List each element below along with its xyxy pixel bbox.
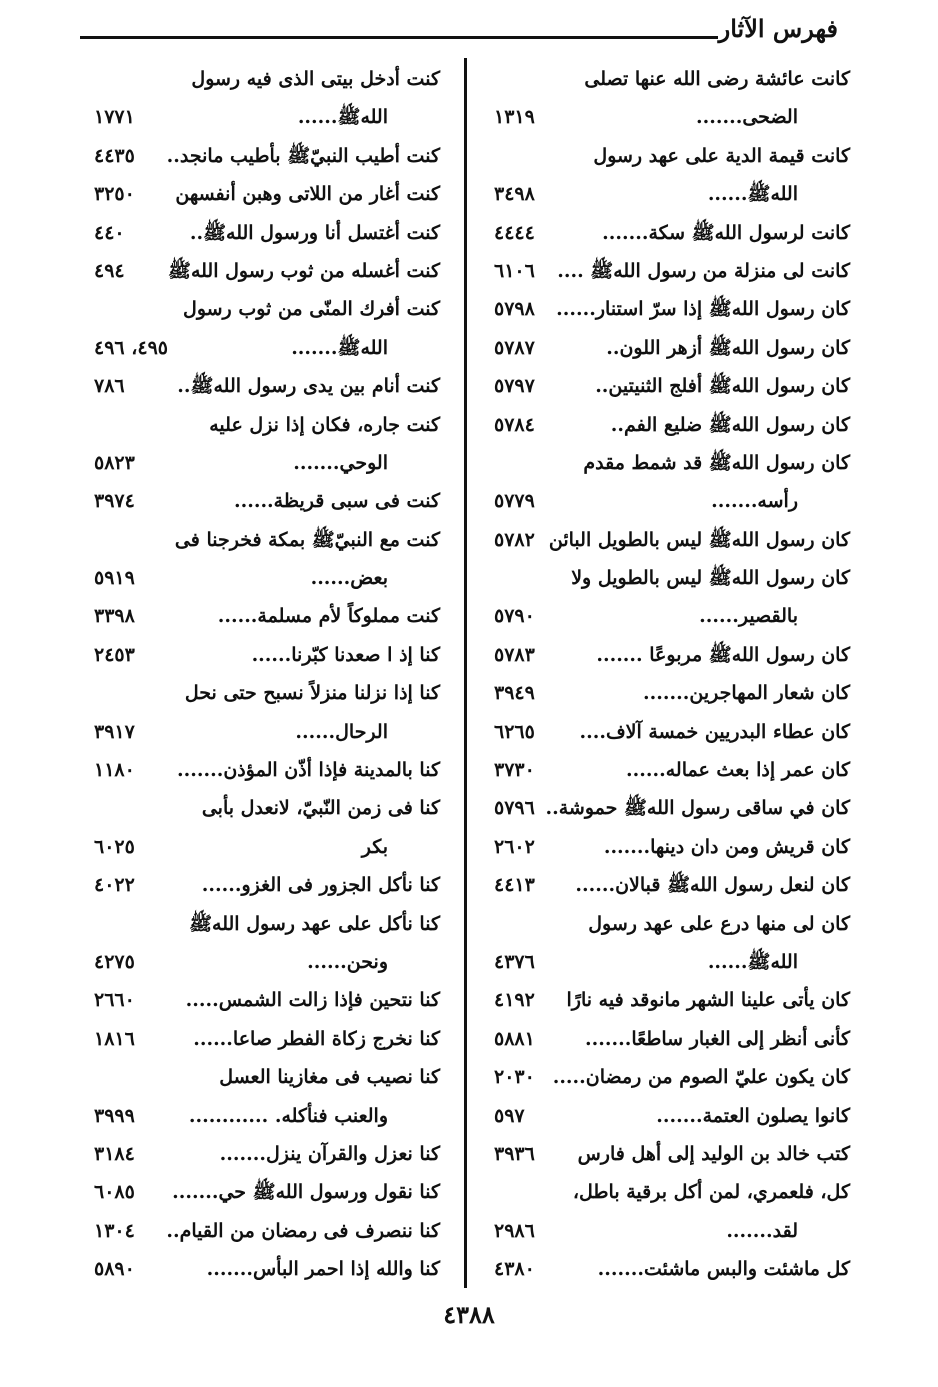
index-entry <box>88 1097 440 1135</box>
index-entry <box>488 1058 850 1096</box>
index-entry <box>488 98 850 136</box>
index-entry <box>88 175 440 213</box>
entry-number: ٥٩١٩ <box>94 567 135 590</box>
entry-text: كان رسول اللهﷺ إذا سرّ استنار...... <box>556 298 850 321</box>
entry-number: ٥٧٨٧ <box>494 336 535 359</box>
index-entry <box>88 905 440 943</box>
entry-number: ٣٩٧٤ <box>94 490 135 513</box>
index-entry <box>88 367 440 405</box>
entry-text: كانت عائشة رضى الله عنها تصلى <box>584 68 850 90</box>
entry-text: كان رسول اللهﷺ ضليع الفم.. <box>610 413 850 436</box>
entry-number: ٢٦٦٠ <box>94 989 135 1012</box>
entry-number: ١٣٠٤ <box>94 1219 135 1242</box>
entry-number: ٥٧٩٧ <box>494 375 535 398</box>
entry-text: كنت أغتسل أنا ورسول اللهﷺ.. <box>189 221 440 244</box>
index-entry <box>88 1058 440 1096</box>
entry-text: الوحي....... <box>293 451 388 474</box>
entry-number: ٤٤٤٤ <box>494 221 535 244</box>
entry-text: كنا نعزل والقرآن ينزل....... <box>219 1142 440 1165</box>
entry-text: كان عطاء البدريين خمسة آلاف.... <box>579 720 850 743</box>
entry-text: كان رسول اللهﷺ أفلج الثنيتين.. <box>595 375 850 398</box>
entry-text: كنا بالمدينة فإذا أذّن المؤذن....... <box>177 759 440 782</box>
entry-number: ٤٩٥، ٤٩٦ <box>94 336 168 359</box>
entry-number: ١٣١٩ <box>494 106 535 129</box>
index-entry <box>488 482 850 520</box>
index-entry <box>488 329 850 367</box>
entry-number: ٦١٠٦ <box>494 259 535 282</box>
entry-number: ٤٢٧٥ <box>94 950 135 973</box>
index-entry <box>88 329 440 367</box>
entry-text: بكر <box>361 835 388 858</box>
index-entry <box>488 828 850 866</box>
entry-number: ٥٧٨٢ <box>494 528 535 551</box>
index-entry <box>488 60 850 98</box>
index-entry <box>88 636 440 674</box>
index-entry <box>488 252 850 290</box>
entry-text: كان رسول اللهﷺ مربوعًا ....... <box>596 643 850 666</box>
entry-text: الضحى....... <box>696 106 798 129</box>
entry-text: كان عمر إذا بعث عماله...... <box>626 759 850 782</box>
entry-number: ٤٤١٣ <box>494 874 535 897</box>
entry-number: ٥٨٨١ <box>494 1027 535 1050</box>
index-entry <box>88 290 440 328</box>
index-entry <box>488 406 850 444</box>
entry-text: كان يكون عليّ الصوم من رمضان..... <box>552 1066 850 1089</box>
entry-text: اللهﷺ...... <box>707 183 798 206</box>
entry-text: كانت لرسول اللهﷺ سكة....... <box>602 221 850 244</box>
entry-number: ٣٣٩٨ <box>94 605 135 628</box>
entry-number: ٤٤٠ <box>94 221 125 244</box>
entry-number: ٤٩٤ <box>94 259 125 282</box>
header-rule <box>80 36 718 39</box>
entry-number: ٣٩٤٩ <box>494 682 535 705</box>
entry-number: ٢٩٨٦ <box>494 1219 535 1242</box>
entry-text: كان لى منها درع على عهد رسول <box>588 912 850 935</box>
entry-text: كانت قيمة الدية على عهد رسول <box>593 144 850 167</box>
entry-number: ٣١٨٤ <box>94 1142 135 1165</box>
index-entry <box>488 1250 850 1288</box>
index-entry <box>88 828 440 866</box>
index-entry <box>88 1212 440 1250</box>
entry-text: ونحن...... <box>307 950 388 973</box>
index-entry <box>88 674 440 712</box>
index-entry <box>88 751 440 789</box>
entry-text: كنا نخرج زكاة الفطر صاعا...... <box>193 1027 440 1050</box>
index-entry <box>88 521 440 559</box>
entry-number: ٥٧٩٠ <box>494 605 535 628</box>
entry-number: ٧٨٦ <box>94 375 125 398</box>
index-entry <box>488 1212 850 1250</box>
entry-text: كل ماشئت والبس ماشئت....... <box>597 1258 850 1281</box>
page-header <box>80 10 838 50</box>
entry-text: كنت مملوكاً لأم مسلمة...... <box>217 605 440 628</box>
index-entry <box>488 367 850 405</box>
index-entry <box>488 751 850 789</box>
entry-text: كنت أنام بين يدى رسول اللهﷺ.. <box>177 375 440 398</box>
entry-text: كان رسول اللهﷺ قد شمط مقدم <box>583 451 850 474</box>
entry-number: ٤٣٧٦ <box>494 950 535 973</box>
index-column-right <box>488 60 850 1290</box>
index-entry <box>488 597 850 635</box>
index-entry <box>88 866 440 904</box>
index-entry <box>88 789 440 827</box>
index-entry <box>488 713 850 751</box>
entry-text: كنت مع النبيّﷺ بمكة فخرجنا فى <box>174 528 440 551</box>
entry-text: والعنب فنأكله. ............ <box>188 1104 388 1127</box>
entry-text: كان في ساقى رسول اللهﷺ حموشة.. <box>545 797 850 820</box>
header-title: فهرس الآثار <box>718 14 838 43</box>
index-entry <box>488 290 850 328</box>
index-entry <box>488 444 850 482</box>
index-entry <box>488 636 850 674</box>
entry-number: ٥٨٢٣ <box>94 451 135 474</box>
entry-text: كنت أغار من اللاتى وهبن أنفسهن <box>175 183 440 206</box>
entry-number: ١١٨٠ <box>94 759 135 782</box>
index-entry <box>488 943 850 981</box>
entry-text: كنا نأكل الجزور فى الغزو...... <box>201 874 440 897</box>
index-entry <box>88 1135 440 1173</box>
entry-text: كل، فلعمري، لمن أكل برقية باطل، <box>572 1181 850 1204</box>
entry-number: ٣٩٩٩ <box>94 1104 135 1127</box>
entry-number: ٦٢٦٥ <box>494 720 535 743</box>
index-entry <box>88 981 440 1019</box>
entry-text: كنا إذ ا صعدنا كبّرنا...... <box>251 643 440 666</box>
index-entry <box>88 943 440 981</box>
index-entry <box>88 252 440 290</box>
index-entry <box>488 981 850 1019</box>
entry-text: كنت أفرك المنّى من ثوب رسول <box>183 298 440 321</box>
entry-text: كنت فى سبى قريظة...... <box>233 490 440 513</box>
index-entry <box>488 1020 850 1058</box>
index-entry <box>488 137 850 175</box>
entry-text: كنا فى زمن النّبيّ، لانعدل بأبى <box>201 797 440 820</box>
entry-text: كتب خالد بن الوليد إلى أهل فارس <box>577 1142 850 1165</box>
entry-text: كنا نتحين فإذا زالت الشمس..... <box>185 989 440 1012</box>
entry-number: ٥٧٧٩ <box>494 490 535 513</box>
entry-text: بالقصير...... <box>699 605 798 628</box>
entry-number: ٢٠٣٠ <box>494 1066 535 1089</box>
page-number: ٤٣٨٨ <box>443 1300 495 1329</box>
index-entry <box>88 214 440 252</box>
index-entry <box>488 521 850 559</box>
entry-text: كان يأتى علينا الشهر مانوقد فيه نارًا <box>566 989 850 1012</box>
entry-number: ٤١٩٢ <box>494 989 535 1012</box>
index-entry <box>488 1097 850 1135</box>
entry-number: ٣٧٣٠ <box>494 759 535 782</box>
index-entry <box>488 1135 850 1173</box>
entry-number: ٥٩٧ <box>494 1104 525 1127</box>
index-entry <box>488 905 850 943</box>
entry-text: كان رسول اللهﷺ ليس بالطويل البائن <box>548 528 850 551</box>
index-entry <box>488 1173 850 1211</box>
index-entry <box>88 98 440 136</box>
index-entry <box>88 1173 440 1211</box>
column-divider <box>464 58 467 1288</box>
index-entry <box>88 406 440 444</box>
entry-number: ٥٧٨٣ <box>494 643 535 666</box>
index-entry <box>88 482 440 520</box>
entry-text: كان شعار المهاجرين....... <box>643 682 850 705</box>
entry-text: رأسه....... <box>711 490 798 513</box>
entry-text: الرحال...... <box>295 720 388 743</box>
entry-text: كنا والله إذا احمر البأس....... <box>206 1258 440 1281</box>
entry-number: ٤٣٨٠ <box>494 1258 535 1281</box>
entry-text: كنا إذا نزلنا منزلاً نسبح حتى نحل <box>184 682 440 705</box>
index-entry <box>88 1250 440 1288</box>
entry-text: اللهﷺ...... <box>707 950 798 973</box>
entry-number: ٦٠٨٥ <box>94 1181 135 1204</box>
index-entry <box>88 444 440 482</box>
entry-text: كأنى أنظر إلى الغبار ساطعًا....... <box>585 1027 850 1050</box>
entry-text: اللهﷺ....... <box>291 336 388 359</box>
entry-number: ١٧٧١ <box>94 106 135 129</box>
entry-number: ٥٧٩٨ <box>494 298 535 321</box>
entry-text: كنا نصيب فى مغازينا العسل <box>219 1066 440 1089</box>
entry-text: كنا نأكل على عهد رسول اللهﷺ <box>189 912 440 935</box>
index-entry <box>488 674 850 712</box>
entry-number: ٦٠٢٥ <box>94 835 135 858</box>
index-entry <box>88 713 440 751</box>
entry-text: كنت جاره، فكان إذا نزل عليه <box>209 413 440 436</box>
index-entry <box>488 559 850 597</box>
entry-text: كنت أطيب النبيّﷺ بأطيب مانجد.. <box>166 144 440 167</box>
entry-text: كنا ننصرف فى رمضان من القيام.. <box>166 1219 440 1242</box>
entry-text: كانت لى منزلة من رسول اللهﷺ .... <box>557 259 850 282</box>
index-entry <box>488 789 850 827</box>
entry-text: كنا نقول ورسول اللهﷺ حي....... <box>172 1181 440 1204</box>
entry-number: ٣٢٥٠ <box>94 183 135 206</box>
entry-number: ٣٩١٧ <box>94 720 135 743</box>
entry-number: ٥٧٩٦ <box>494 797 535 820</box>
entry-text: بعض...... <box>310 567 388 590</box>
entry-text: كانوا يصلون العتمة....... <box>656 1104 850 1127</box>
entry-number: ٢٤٥٣ <box>94 643 135 666</box>
entry-text: كان لنعل رسول اللهﷺ قبالان...... <box>575 874 850 897</box>
index-entry <box>88 1020 440 1058</box>
entry-number: ٣٤٩٨ <box>494 183 535 206</box>
index-entry <box>488 866 850 904</box>
entry-text: كان قريش ومن دان دينها....... <box>603 835 850 858</box>
entry-number: ٤٤٣٥ <box>94 144 135 167</box>
entry-text: لقد....... <box>726 1219 798 1242</box>
entry-number: ٢٦٠٢ <box>494 835 535 858</box>
entry-number: ١٨١٦ <box>94 1027 135 1050</box>
index-entry <box>488 214 850 252</box>
index-entry <box>88 559 440 597</box>
index-entry <box>88 137 440 175</box>
entry-number: ٣٩٣٦ <box>494 1142 535 1165</box>
entry-number: ٥٧٨٤ <box>494 413 535 436</box>
entry-number: ٥٨٩٠ <box>94 1258 135 1281</box>
entry-text: كنت أغسله من ثوب رسول اللهﷺ <box>168 259 440 282</box>
entry-text: كان رسول اللهﷺ ليس بالطويل ولا <box>571 567 850 590</box>
entry-text: اللهﷺ...... <box>297 106 388 129</box>
index-entry <box>88 597 440 635</box>
index-entry <box>488 175 850 213</box>
entry-text: كان رسول اللهﷺ أزهر اللون.. <box>606 336 850 359</box>
entry-text: كنت أدخل بيتى الذى فيه رسول <box>191 68 440 90</box>
index-entry <box>88 60 440 98</box>
entry-number: ٤٠٢٢ <box>94 874 135 897</box>
index-column-left <box>88 60 440 1290</box>
